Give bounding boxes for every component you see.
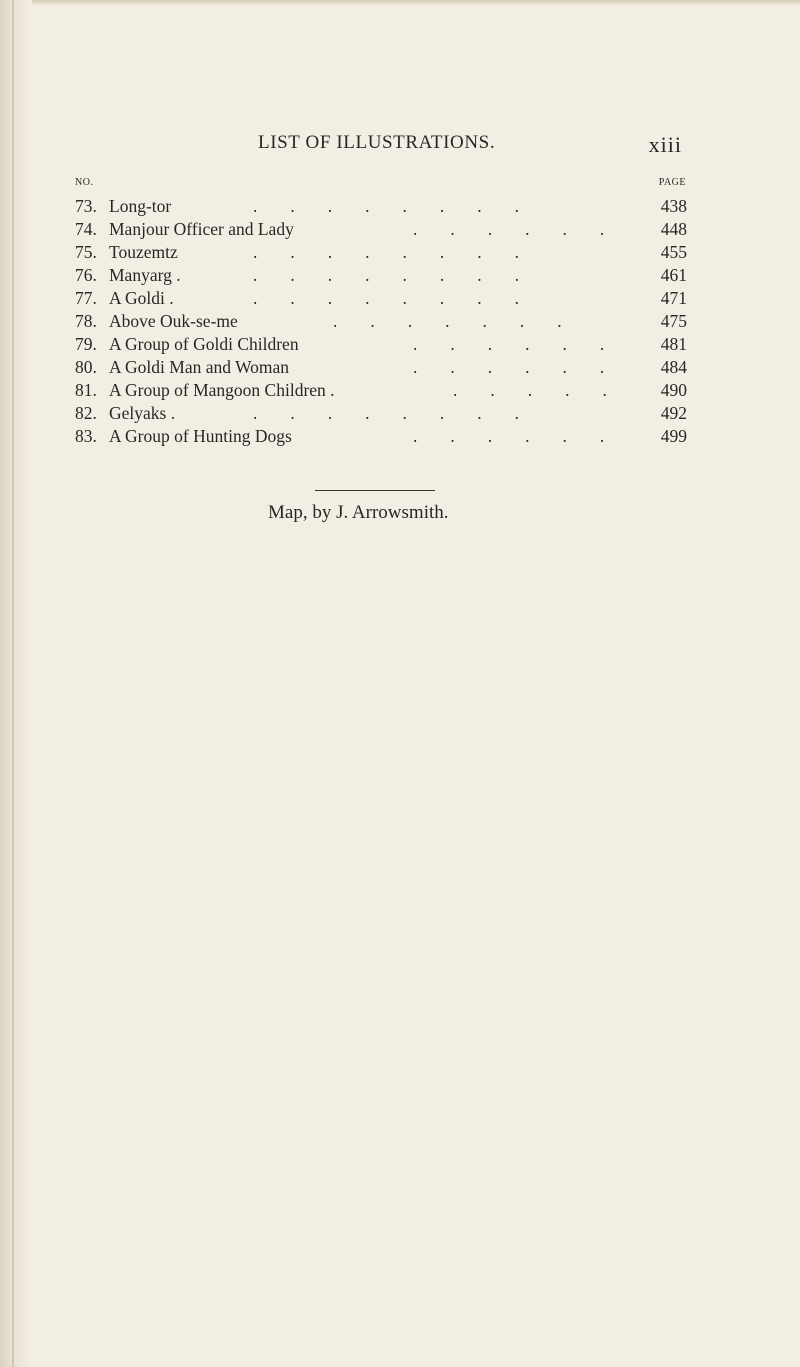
dot-leader: ........ [253, 196, 552, 216]
entry-number: 76. [75, 265, 97, 285]
spine-line [12, 0, 14, 1367]
dot-leader: ....... [333, 311, 595, 331]
list-item [75, 264, 687, 287]
dot-leader: ...... [413, 426, 638, 446]
entry-page: 484 [660, 357, 687, 377]
entry-number: 83. [75, 426, 97, 446]
dot-leader: ...... [413, 357, 638, 377]
list-item [75, 218, 687, 241]
entry-number: 77. [75, 288, 97, 308]
entry-page: 438 [660, 196, 687, 216]
entry-page: 471 [660, 288, 687, 308]
entry-title: A Goldi . [109, 288, 174, 308]
dot-leader: ........ [253, 403, 552, 423]
entry-title: A Goldi Man and Woman [109, 357, 290, 377]
column-header-page: PAGE [658, 177, 686, 188]
entry-page: 499 [660, 426, 687, 446]
entry-page: 455 [660, 242, 687, 262]
list-item [75, 310, 687, 333]
entry-number: 82. [75, 403, 97, 423]
list-item [75, 425, 687, 448]
list-item [75, 241, 687, 264]
entry-title: Manjour Officer and Lady [109, 219, 294, 239]
dot-leader: ..... [453, 380, 640, 400]
entry-page: 492 [660, 403, 687, 423]
entry-page: 490 [660, 380, 687, 400]
section-divider [315, 490, 435, 491]
list-item [75, 356, 687, 379]
illustrations-list [75, 195, 687, 448]
entry-number: 74. [75, 219, 97, 239]
entry-page: 448 [660, 219, 687, 239]
entry-number: 75. [75, 242, 97, 262]
dot-leader: ........ [253, 242, 552, 262]
entry-title: A Group of Mangoon Children . [109, 380, 335, 400]
list-item [75, 333, 687, 356]
dot-leader: ...... [413, 219, 638, 239]
entry-number: 78. [75, 311, 97, 331]
entry-number: 73. [75, 196, 97, 216]
list-item [75, 195, 687, 218]
entry-title: Gelyaks . [109, 403, 176, 423]
running-header: LIST OF ILLUSTRATIONS. [258, 132, 496, 153]
entry-page: 461 [660, 265, 687, 285]
entry-number: 79. [75, 334, 97, 354]
dot-leader: ........ [253, 288, 552, 308]
column-header-no: NO. [75, 177, 94, 188]
entry-title: Above Ouk-se-me [109, 311, 238, 331]
entry-title: Manyarg . [109, 265, 181, 285]
entry-title: A Group of Goldi Children [109, 334, 299, 354]
entry-title: A Group of Hunting Dogs [109, 426, 292, 446]
list-item [75, 379, 687, 402]
entry-title: Long-tor [109, 196, 172, 216]
dot-leader: ...... [413, 334, 638, 354]
list-item [75, 287, 687, 310]
book-spine-shadow [0, 0, 32, 1367]
map-credit: Map, by J. Arrowsmith. [268, 502, 449, 523]
list-item [75, 402, 687, 425]
entry-title: Touzemtz [109, 242, 178, 262]
entry-page: 481 [660, 334, 687, 354]
entry-number: 80. [75, 357, 97, 377]
entry-page: 475 [660, 311, 687, 331]
entry-number: 81. [75, 380, 97, 400]
dot-leader: ........ [253, 265, 552, 285]
page-top-edge [0, 0, 800, 6]
page-number: xiii [648, 132, 682, 157]
